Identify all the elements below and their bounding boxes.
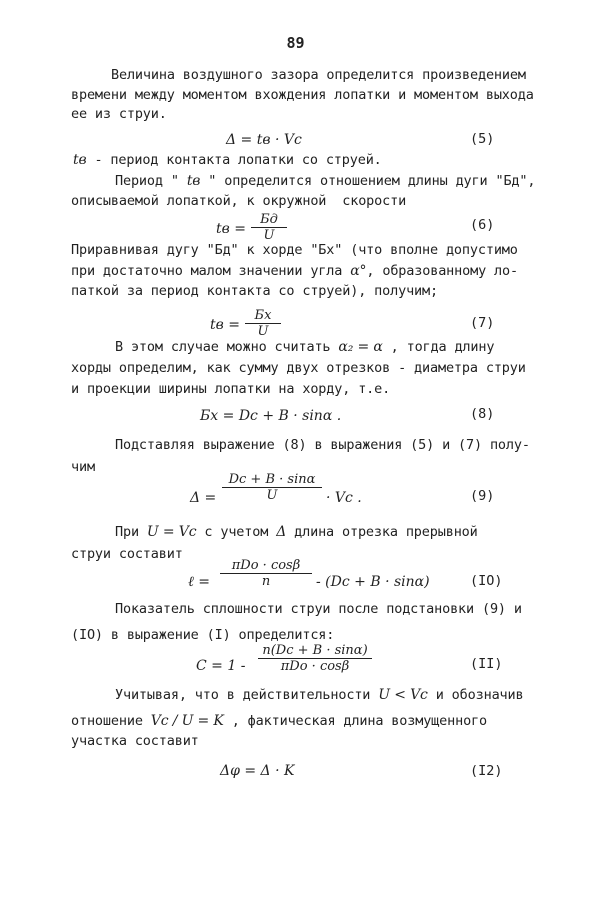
equation-10-lhs: ℓ = [188,574,211,590]
equation-10-rhs: - (Dc + B · sinα) [316,574,430,590]
equation-8: Бх = Dc + B · sinα . [200,408,342,424]
text-line: (IO) в выражение (I) определится: [71,627,335,643]
equation-6-lhs: tв = [216,221,246,237]
text-line: чим [71,459,95,475]
equation-number-8: (8) [470,406,495,422]
symbol-u-equals-vc: U = Vc [146,524,197,540]
text-line: паткой за период контакта со струей), получим; [71,283,438,299]
equation-12: Δφ = Δ · K [220,763,295,779]
text-line: и проекции ширины лопатки на хорду, т.е. [71,381,391,397]
text-line: хорды определим, как сумму двух отрезков - диаметра струи [71,360,526,376]
symbol-alpha-equality: α₂ = α [338,339,383,355]
page-number: 89 [286,34,305,52]
text-line: В этом случае можно считать α₂ = α , тогда длину [115,339,495,355]
text-line: описываемой лопаткой, к окружной скорости [71,193,407,209]
text-line: При U = Vc с учетом Δ длина отрезка прерывной [115,524,478,540]
symbol-ratio: Vc / U = K [150,713,224,729]
text-line: при достаточно малом значении угла α°, образованному ло- [71,263,518,279]
symbol-u-less-vc: U < Vc [378,687,428,703]
symbol-alpha0: α° [350,263,367,279]
text-line: времени между моментом вхождения лопатки и моментом выхода [71,87,534,103]
equation-number-5: (5) [470,131,495,147]
symbol-tb: tв [73,152,87,168]
equation-9-lhs: Δ = [190,490,217,506]
equation-9-rhs: · Vc . [326,490,362,506]
equation-number-9: (9) [470,488,495,504]
text-line: Показатель сплошности струи после подстановки (9) и [115,601,522,617]
equation-10-fraction: πDo · cosβ n [220,558,312,589]
text-line: Учитывая, что в действительности U < Vc и обозначив [115,687,524,703]
equation-11-fraction: n(Dc + B · sinα) πDo · cosβ [258,643,372,674]
symbol-delta: Δ [276,524,287,540]
equation-7-fraction: Бх U [245,308,281,339]
equation-9-fraction: Dc + B · sinα U [222,472,322,503]
equation-11-lhs: C = 1 - [196,658,246,674]
equation-number-12: (I2) [470,763,503,779]
symbol-tb: tв [186,173,201,189]
equation-number-10: (IO) [470,573,503,589]
text-line: tв - период контакта лопатки со струей. [73,152,382,168]
equation-6-fraction: Бд U [251,212,287,243]
text-line: Подставляя выражение (8) в выражения (5) и (7) полу- [115,437,530,453]
equation-number-6: (6) [470,217,495,233]
text-line: отношение Vc / U = K , фактическая длина возмущенного [71,713,488,729]
text-line: Период " tв " определится отношением длины дуги "Бд", [115,173,536,189]
equation-5: Δ = tв · Vc [226,132,302,148]
text-line: Величина воздушного зазора определится произведением [111,67,526,83]
equation-number-7: (7) [470,315,495,331]
text-line: Приравнивая дугу "Бд" к хорде "Бх" (что вполне допустимо [71,242,518,258]
equation-number-11: (II) [470,656,503,672]
text-line: ее из струи. [71,106,167,122]
text-line: струи составит [71,546,183,562]
equation-7-lhs: tв = [210,317,240,333]
text-line: участка составит [71,733,199,749]
